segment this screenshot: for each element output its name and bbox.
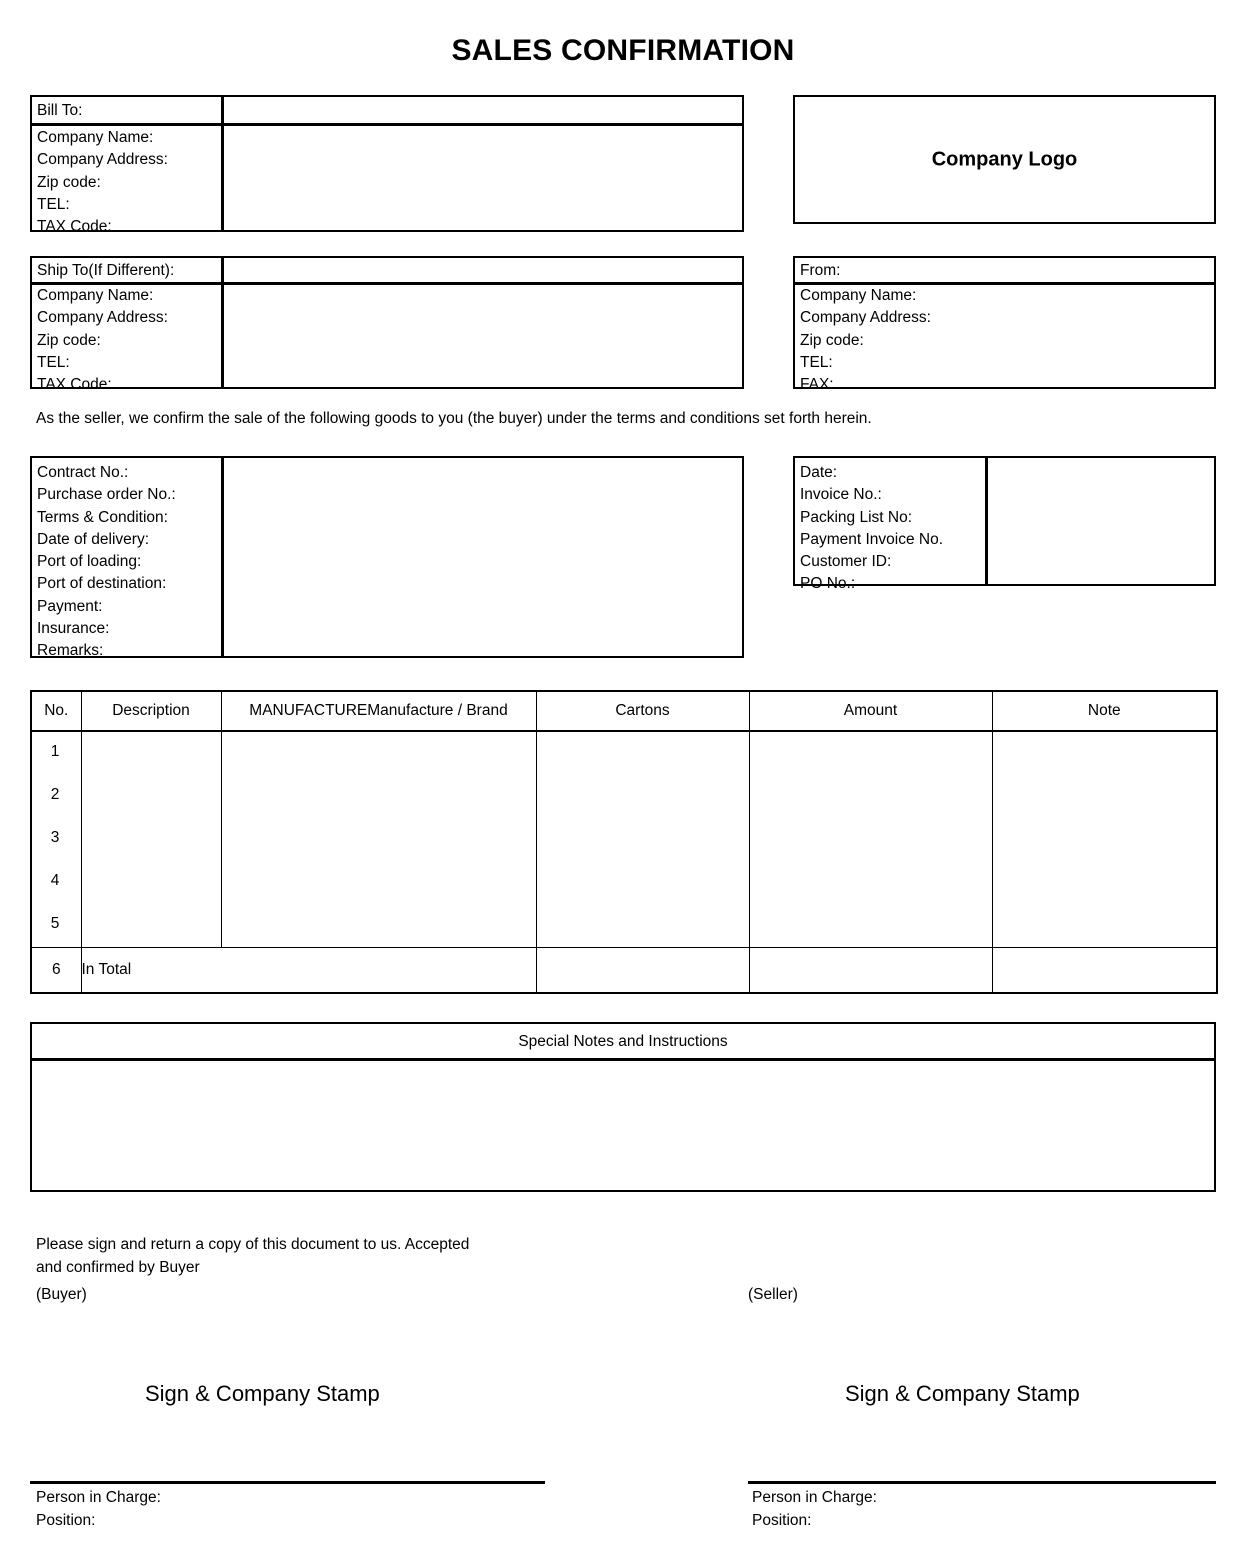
ship-to-heading: Ship To(If Different):: [37, 262, 175, 279]
bill-to-divider-vertical: [221, 97, 224, 230]
buyer-signature-rule: [30, 1481, 545, 1484]
items-row-numbers: [30, 730, 80, 945]
from-fields: [800, 285, 931, 396]
ship-to-field-company-address: Company Address:: [37, 309, 168, 327]
invoice-field-date: Date:: [800, 464, 838, 481]
bill-to-heading: Bill To:: [37, 102, 83, 119]
items-manufacture-brand-cell[interactable]: [221, 731, 536, 948]
contract-field-insurance: Insurance:: [37, 620, 110, 638]
seller-statement: As the seller, we confirm the sale of the following goods to you (the buyer) under the terms and conditions set forth herein.: [36, 410, 872, 427]
signature-instruction-line-1: Please sign and return a copy of this document to us. Accepted: [36, 1236, 470, 1253]
ship-to-field-company-name: Company Name:: [37, 287, 154, 304]
contract-field-remarks: Remarks:: [37, 642, 104, 660]
ship-to-field-zip-code: Zip code:: [37, 331, 101, 349]
contract-field-port-of-loading: Port of loading:: [37, 553, 142, 571]
column-header-amount: Amount: [749, 691, 992, 731]
items-note-cell[interactable]: [992, 731, 1217, 948]
contract-field-purchase-order-no: Purchase order No.:: [37, 486, 176, 504]
invoice-field-payment-invoice-no: Payment Invoice No.: [800, 530, 944, 548]
buyer-person-in-charge: Person in Charge:: [36, 1489, 161, 1506]
from-field-fax: FAX:: [800, 376, 834, 394]
total-row-number: 6: [31, 948, 81, 994]
buyer-label: (Buyer): [36, 1286, 87, 1303]
total-row-label: In Total: [81, 948, 536, 994]
ship-to-field-tax-code: TAX Code:: [37, 376, 112, 394]
page-title: SALES CONFIRMATION: [451, 34, 795, 67]
company-logo-label: Company Logo: [931, 148, 1078, 170]
special-notes-heading: Special Notes and Instructions: [518, 1033, 728, 1050]
column-header-manufacture-brand: MANUFACTUREManufacture / Brand: [221, 691, 536, 731]
buyer-position: Position:: [36, 1512, 96, 1529]
invoice-field-invoice-no: Invoice No.:: [800, 486, 882, 504]
contract-field-payment: Payment:: [37, 597, 103, 615]
contract-field-date-of-delivery: Date of delivery:: [37, 530, 149, 548]
bill-to-fields: [37, 127, 168, 238]
contract-field-contract-no: Contract No.:: [37, 464, 129, 481]
invoice-field-customer-id: Customer ID:: [800, 553, 892, 571]
bill-to-divider-horizontal: [32, 123, 742, 126]
item-row-number-2: 2: [50, 786, 60, 803]
items-table-total-row: [31, 948, 1217, 994]
invoice-details-box: [793, 456, 1216, 593]
item-row-number-5: 5: [50, 915, 60, 932]
items-table: [30, 690, 1218, 994]
seller-person-in-charge: Person in Charge:: [752, 1489, 877, 1506]
bill-to-field-tax-code: TAX Code:: [37, 218, 112, 236]
bill-to-field-zip-code: Zip code:: [37, 173, 101, 191]
ship-to-divider-vertical: [221, 258, 224, 387]
invoice-field-po-no: PO No.:: [800, 575, 856, 593]
items-amount-cell[interactable]: [749, 731, 992, 948]
invoice-details-divider-vertical: [985, 458, 988, 584]
seller-signature-rule: [748, 1481, 1216, 1484]
items-cartons-cell[interactable]: [536, 731, 749, 948]
signature-instruction: [36, 1233, 469, 1279]
from-field-tel: TEL:: [800, 353, 833, 371]
invoice-field-packing-list-no: Packing List No:: [800, 508, 912, 526]
items-table-header-row: [31, 691, 1217, 731]
bill-to-field-tel: TEL:: [37, 195, 70, 213]
buyer-stamp-label: Sign & Company Stamp: [145, 1381, 380, 1406]
seller-stamp-label: Sign & Company Stamp: [845, 1381, 1080, 1406]
contract-field-port-of-destination: Port of destination:: [37, 575, 167, 593]
contract-details-box: [30, 456, 744, 658]
column-header-no: No.: [31, 691, 81, 731]
items-description-cell[interactable]: [81, 731, 221, 948]
from-box: [793, 256, 1216, 394]
from-field-zip-code: Zip code:: [800, 331, 864, 349]
column-header-cartons: Cartons: [536, 691, 749, 731]
contract-fields: [37, 462, 176, 663]
column-header-note: Note: [992, 691, 1217, 731]
bill-to-field-company-name: Company Name:: [37, 129, 154, 146]
seller-label: (Seller): [748, 1286, 798, 1303]
seller-signature-fields: [752, 1486, 877, 1532]
ship-to-fields: [37, 285, 168, 396]
special-notes-input-area[interactable]: [30, 1060, 1216, 1192]
from-heading: From:: [800, 262, 841, 279]
item-row-number-1: 1: [50, 743, 60, 760]
item-row-number-4: 4: [50, 872, 60, 889]
signature-instruction-line-2: and confirmed by Buyer: [36, 1259, 200, 1276]
buyer-signature-fields: [36, 1486, 161, 1532]
invoice-details-fields: [800, 462, 943, 596]
ship-to-box: [30, 256, 744, 394]
from-field-company-name: Company Name:: [800, 287, 917, 304]
seller-position: Position:: [752, 1512, 812, 1529]
ship-to-field-tel: TEL:: [37, 353, 70, 371]
bill-to-box: [30, 95, 744, 236]
contract-field-terms-condition: Terms & Condition:: [37, 508, 168, 526]
item-row-number-3: 3: [50, 829, 60, 846]
contract-divider-vertical: [221, 458, 224, 656]
from-field-company-address: Company Address:: [800, 309, 931, 327]
column-header-description: Description: [81, 691, 221, 731]
total-amount-cell[interactable]: [749, 948, 992, 994]
company-logo-box: [793, 95, 1216, 224]
total-cartons-cell[interactable]: [536, 948, 749, 994]
items-table-entry-area-row: [31, 731, 1217, 948]
total-note-cell[interactable]: [992, 948, 1217, 994]
bill-to-field-company-address: Company Address:: [37, 151, 168, 169]
